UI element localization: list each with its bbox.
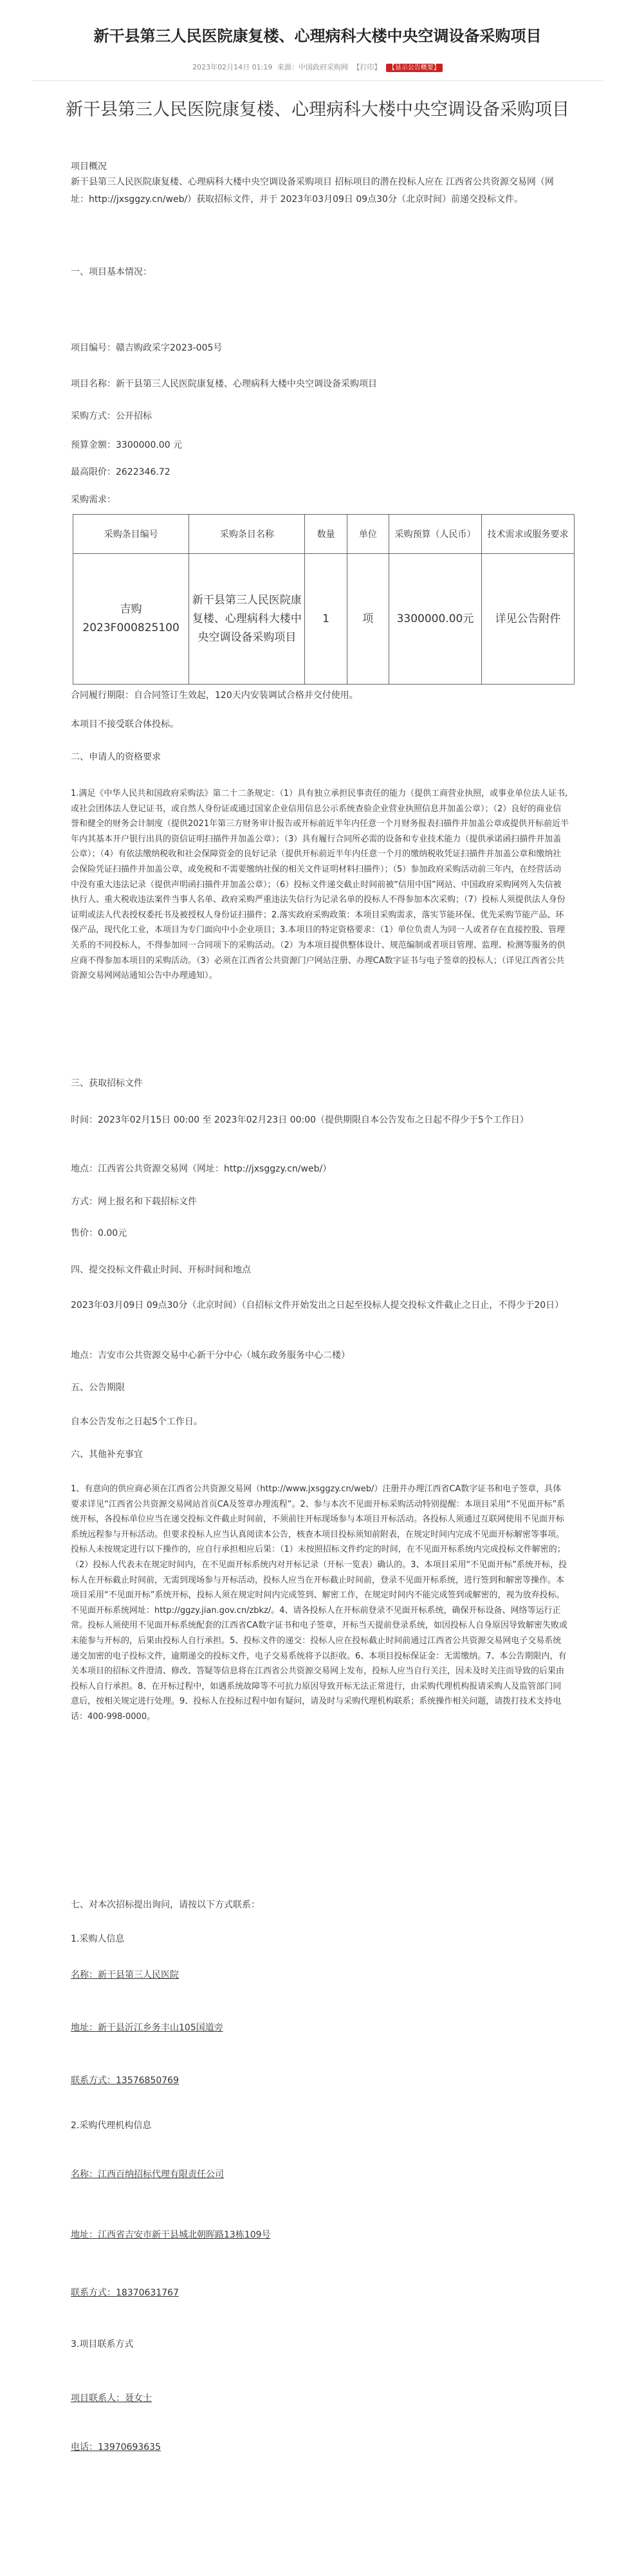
project-name: 项目名称：新干县第三人民医院康复楼、心理病科大楼中央空调设备采购项目 xyxy=(71,379,377,389)
cell-name: 新干县第三人民医院康复楼、心理病科大楼中央空调设备采购项目 xyxy=(189,554,305,685)
source-label: 来源：中国政府采购网 xyxy=(277,63,348,71)
section5-heading: 五、公告期限 xyxy=(71,1383,125,1393)
col-header-code: 采购条目编号 xyxy=(73,515,189,554)
overview-text: 新干县第三人民医院康复楼、心理病科大楼中央空调设备采购项目 招标项目的潜在投标人应在 江西省公共资源交易网（网址：http://jxsggzy.cn/web/）获取招标文件，并于 2023年03月09日 09点30分（北京时间）前递交投标文件。 xyxy=(71,177,554,205)
overview-heading: 项目概况 xyxy=(71,161,107,172)
page-title: 新干县第三人民医院康复楼、心理病科大楼中央空调设备采购项目 xyxy=(93,27,542,45)
notice-period: 自本公告发布之日起5个工作日。 xyxy=(71,1417,203,1427)
budget-amount: 预算金额：3300000.00 元 xyxy=(71,440,183,450)
section7-heading: 七、对本次招标提出询问，请按以下方式联系： xyxy=(71,1900,260,1910)
table-row xyxy=(73,554,575,685)
cell-unit: 项 xyxy=(347,554,389,685)
col-header-requirement: 技术需求或服务要求 xyxy=(481,515,574,554)
section1-heading: 一、项目基本情况： xyxy=(71,267,152,277)
col-header-unit: 单位 xyxy=(347,515,389,554)
table-header-row xyxy=(73,515,575,554)
meta-bar xyxy=(0,62,635,72)
section6-heading: 六、其他补充事宜 xyxy=(71,1449,143,1460)
deadline-time: 2023年03月09日 09点30分（北京时间）（自招标文件开始发出之日起至投标人提交投标文件截止之日止，不得少于20日） xyxy=(71,1300,564,1311)
col-header-name: 采购条目名称 xyxy=(189,515,305,554)
contract-term: 合同履行期限：自合同签订生效起，120天内安装调试合格并交付使用。 xyxy=(71,690,358,701)
document-title: 新干县第三人民医院康复楼、心理病科大楼中央空调设备采购项目 xyxy=(66,100,569,120)
publish-date: 2023年02月14日 01:19 xyxy=(192,63,273,71)
no-consortium: 本项目不接受联合体投标。 xyxy=(71,719,179,730)
contact-person: 项目联系人：聂女士 xyxy=(71,2393,152,2404)
purchaser-phone: 联系方式：13576850769 xyxy=(71,2075,179,2086)
qualification-text: 1.满足《中华人民共和国政府采购法》第二十二条规定：（1）具有独立承担民事责任的能力（提供工商营业执照，或事业单位法人证书,或社会团体法人登记证书，或自然人身份证或通过国家企业信用信息公示系统查验企业营业执照信息并加盖公章）；（2）良好的商业信誉和健全的财务会计制度（提供2021年第三方财务审计报告或开标前近半年内任意一个月财务报表扫描件并加盖公章或提供开标前近半年内其基本开户银行出具的资信证明扫描件并加盖公章）；（3）具有履行合同所必需的设备和专业技术能力（提供承诺函扫描件并加盖公章）；（4）有依法缴纳税收和社会保障资金的良好记录（提供开标前近半年内任意一个月的缴纳税收凭证扫描件并加盖公章和缴纳社会保险凭证扫描件并加盖公章，或免税和不需要缴纳社保的相关文件证明材料扫描件）；（5）参加政府采购活动前三年内，在经营活动中没有重大违法记录（提供声明函扫描件并加盖公章）；（6）投标文件递交截止时间前被“信用中国”网站、中国政府采购网列入失信被执行人、重大税收违法案件当事人名单、政府采购严重违法失信行为记录名单的投标人不得参加本次采购；（7）投标人须提供法人身份证明或法人代表授权委托书及被授权人身份证扫描件；2.落实政府采购政策：本项目采购需求，落实节能环保、优先采购节能产品、环保产品，现代化工业，本项目为专门面向中小企业项目；3.本项目的特定资格要求：（1）单位负责人为同一人或者存在直接控股、管理关系的不同投标人，不得参加同一合同项下的采购活动。（2）为本项目提供整体设计、规范编制或者项目管理、监理、检测等服务的供应商不得参加本项目的采购活动。（3）必须在江西省公共资源门户网站注册、办理CA数字证书与电子签章的投标人；（详见江西省公共资源交易网网站通知公告中办理通知）。 xyxy=(71,789,569,981)
agency-name: 名称：江西百纳招标代理有限责任公司 xyxy=(71,2169,224,2180)
agency-heading: 2.采购代理机构信息 xyxy=(71,2121,152,2131)
col-header-budget: 采购预算（人民币） xyxy=(389,515,481,554)
requirements-table xyxy=(73,514,575,685)
contact-phone: 电话：13970693635 xyxy=(71,2442,161,2452)
obtain-method: 方式：网上报名和下载招标文件 xyxy=(71,1197,197,1207)
obtain-time: 时间：2023年02月15日 00:00 至 2023年02月23日 00:00（提供期限自本公告发布之日起不得少于5个工作日） xyxy=(71,1115,529,1125)
cell-qty: 1 xyxy=(305,554,347,685)
cell-code: 吉购2023F000825100 xyxy=(73,554,189,685)
col-header-qty: 数量 xyxy=(305,515,347,554)
purchase-method: 采购方式：公开招标 xyxy=(71,411,152,421)
agency-address: 地址：江西省吉安市新干县城北朝晖路13栋109号 xyxy=(71,2230,271,2240)
section4-heading: 四、提交投标文件截止时间、开标时间和地点 xyxy=(71,1265,251,1275)
purchaser-name: 名称：新干县第三人民医院 xyxy=(71,1970,179,1980)
section3-heading: 三、获取招标文件 xyxy=(71,1078,143,1089)
max-price: 最高限价：2622346.72 xyxy=(71,467,170,477)
contact-heading: 3.项目联系方式 xyxy=(71,2339,134,2350)
agency-phone: 联系方式：18370631767 xyxy=(71,2288,179,2298)
cell-requirement: 详见公告附件 xyxy=(481,554,574,685)
summary-button[interactable]: 【显示公告概要】 xyxy=(386,64,443,72)
purchaser-heading: 1.采购人信息 xyxy=(71,1934,125,1944)
obtain-place: 地点：江西省公共资源交易网（网址：http://jxsggzy.cn/web/） xyxy=(71,1164,332,1174)
section2-heading: 二、申请人的资格要求 xyxy=(71,752,161,762)
cell-budget: 3300000.00元 xyxy=(389,554,481,685)
supplementary-text: 1、有意向的供应商必须在江西省公共资源交易网（http://www.jxsggzy.cn/web/）注册并办理江西省CA数字证书和电子签章，具体要求详见“江西省公共资源交易网站首页CA及签章办理流程”。2、参与本次不见面开标采购活动特别提醒：本项目采用“不见面开标”系统开标，各投标单位应当在递交投标文件截止时间前，不须前往开标现场参与本项目开标活动。各投标人须通过互联网使用不见面开标系统远程参与开标活动。但要求投标人应当认真阅读本公告，核查本项目投标须知前附表，在规定时间内完成不见面开标解密等事项。投标人未按规定进行以下操作的，应自行承担相应后果：（1）未按照招标文件约定的时间，在不见面开标系统内完成投标文件解密的；（2）投标人代表未在规定时间内，在不见面开标系统内对开标记录（开标一览表）确认的。3、本项目采用“不见面开标”系统开标，投标人在开标截止时间前，无需到现场参与开标活动，投标人应当在开标截止时间前，登录不见面开标系统，进行签到和解密等操作。本项目采用“不见面开标”系统开标，投标人须在规定时间内完成签到、解密工作，在规定时间内不能完成签到或解密的，视为放弃投标。不见面开标系统网址：http://ggzy.jian.gov.cn/zbkz/。4、请各投标人在开标前登录不见面开标系统，确保开标设备、网络等运行正常。投标人须使用不见面开标系统配套的江西省CA数字证书和电子签章，开标当天提前登录系统，如因投标人自身原因导致解密失败或未能参与开标的，后果由投标人自行承担。5、投标文件的递交：投标人应在投标截止时间前通过江西省公共资源交易网电子交易系统递交加密的电子投标文件，逾期递交的投标文件，电子交易系统将予以拒收。6、本项目投标保证金：无需缴纳。7、本公告期限内，有关本项目的招标文件澄清、修改、答疑等信息将在江西省公共资源交易网上发布，投标人应当自行关注，因未及时关注而导致的后果由投标人自行承担。8、在开标过程中，如遇系统故障等不可抗力原因导致开标无法正常进行，由采购代理机构报请采购人及监管部门同意后，按相关规定进行处理。9、投标人在投标过程中如有疑问，请及时与采购代理机构联系；系统操作相关问题，请拨打技术支持电话：400-998-0000。 xyxy=(71,1484,567,1722)
project-number: 项目编号：赣吉购政采字2023-005号 xyxy=(71,343,223,353)
opening-place: 地点：吉安市公共资源交易中心新干分中心（城东政务服务中心二楼） xyxy=(71,1350,350,1361)
purchaser-address: 地址：新干县沂江乡务丰山105国道旁 xyxy=(71,2023,223,2033)
divider xyxy=(32,80,603,81)
print-link[interactable]: 【打印】 xyxy=(353,63,382,71)
document-price: 售价：0.00元 xyxy=(71,1228,127,1238)
demand-label: 采购需求： xyxy=(71,495,116,505)
